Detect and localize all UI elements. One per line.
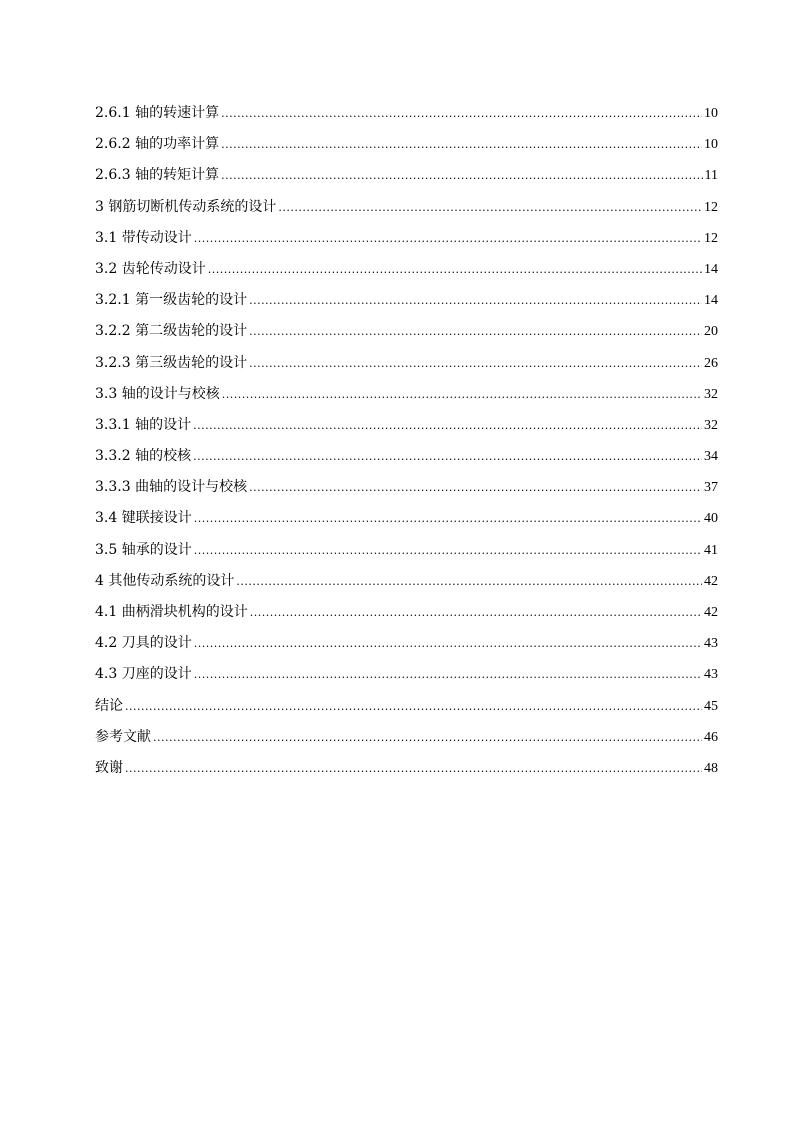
toc-leader-dots — [193, 410, 702, 441]
toc-entry[interactable] — [95, 285, 718, 316]
toc-entry[interactable] — [95, 192, 718, 223]
toc-entry[interactable] — [95, 535, 718, 566]
toc-entry-page: 37 — [704, 480, 718, 496]
toc-leader-dots — [194, 628, 702, 659]
toc-entry-title: 3.5 轴承的设计 — [95, 541, 192, 558]
toc-leader-dots — [236, 566, 702, 597]
toc-entry-page: 12 — [704, 230, 718, 246]
toc-entry[interactable] — [95, 348, 718, 379]
toc-entry[interactable] — [95, 753, 718, 784]
toc-entry[interactable] — [95, 379, 718, 410]
toc-leader-dots — [194, 659, 702, 690]
toc-leader-dots — [125, 691, 702, 722]
toc-leader-dots — [278, 192, 702, 223]
toc-entry-page: 10 — [704, 137, 718, 153]
toc-entry-title: 2.6.2 轴的功率计算 — [95, 136, 220, 153]
toc-leader-dots — [250, 597, 702, 628]
toc-entry[interactable] — [95, 98, 718, 129]
toc-entry[interactable] — [95, 659, 718, 690]
toc-entry-title: 4.2 刀具的设计 — [95, 635, 192, 652]
toc-entry-page: 42 — [704, 573, 718, 589]
toc-entry-page: 20 — [704, 324, 718, 340]
toc-entry[interactable] — [95, 129, 718, 160]
toc-entry[interactable] — [95, 628, 718, 659]
toc-entry[interactable] — [95, 410, 718, 441]
toc-entry[interactable] — [95, 441, 718, 472]
toc-entry-title: 3.2.3 第三级齿轮的设计 — [95, 354, 248, 371]
toc-entry-title: 2.6.1 轴的转速计算 — [95, 105, 220, 121]
table-of-contents — [95, 98, 718, 784]
toc-leader-dots — [194, 223, 702, 254]
toc-entry-page: 26 — [704, 355, 718, 371]
toc-leader-dots — [221, 160, 702, 191]
toc-leader-dots — [194, 503, 702, 534]
toc-entry-title: 3.3.2 轴的校核 — [95, 448, 192, 465]
toc-entry[interactable] — [95, 503, 718, 534]
toc-entry-page: 40 — [704, 511, 718, 527]
toc-entry[interactable] — [95, 472, 718, 503]
toc-entry[interactable] — [95, 722, 718, 753]
toc-leader-dots — [194, 535, 702, 566]
toc-entry-title: 3.3 轴的设计与校核 — [95, 385, 220, 402]
toc-entry-page: 43 — [704, 667, 718, 683]
toc-entry-page: 41 — [704, 542, 718, 558]
toc-entry-page: 34 — [704, 449, 718, 465]
toc-entry[interactable] — [95, 691, 718, 722]
toc-entry-page: 32 — [704, 386, 718, 402]
toc-entry-title: 4 其他传动系统的设计 — [95, 572, 235, 589]
toc-entry-title: 4.3 刀座的设计 — [95, 666, 192, 683]
toc-entry-page: 14 — [704, 261, 718, 277]
toc-entry[interactable] — [95, 316, 718, 347]
toc-leader-dots — [208, 254, 702, 285]
toc-entry-title: 2.6.3 轴的转矩计算 — [95, 167, 220, 184]
toc-entry[interactable] — [95, 160, 718, 191]
toc-entry-page: 12 — [704, 199, 718, 215]
toc-entry[interactable] — [95, 597, 718, 628]
toc-entry-title: 3.2.1 第一级齿轮的设计 — [95, 292, 248, 309]
toc-entry-title: 结论 — [95, 697, 123, 714]
toc-entry-page: 32 — [704, 417, 718, 433]
toc-entry-title: 3.1 带传动设计 — [95, 229, 192, 246]
toc-leader-dots — [222, 379, 702, 410]
toc-entry[interactable] — [95, 254, 718, 285]
toc-entry-page: 45 — [704, 698, 718, 714]
toc-entry-title: 3.2.2 第二级齿轮的设计 — [95, 323, 248, 340]
toc-entry-title: 4.1 曲柄滑块机构的设计 — [95, 604, 248, 620]
toc-entry-page: 42 — [704, 605, 718, 620]
toc-leader-dots — [221, 129, 702, 160]
toc-entry[interactable] — [95, 566, 718, 597]
toc-entry-page: 11 — [704, 168, 718, 184]
toc-entry-page: 14 — [704, 293, 718, 309]
toc-leader-dots — [249, 316, 702, 347]
toc-leader-dots — [249, 472, 702, 503]
toc-entry-title: 3.3.1 轴的设计 — [95, 416, 192, 433]
toc-entry-page: 46 — [704, 729, 718, 745]
toc-entry-title: 3 钢筋切断机传动系统的设计 — [95, 198, 277, 215]
toc-leader-dots — [249, 285, 702, 316]
toc-entry-page: 43 — [704, 636, 718, 652]
toc-entry-page: 10 — [704, 106, 718, 121]
toc-leader-dots — [249, 348, 702, 379]
toc-entry[interactable] — [95, 223, 718, 254]
toc-leader-dots — [153, 722, 702, 753]
toc-leader-dots — [125, 753, 702, 784]
toc-entry-title: 3.3.3 曲轴的设计与校核 — [95, 479, 248, 496]
toc-entry-title: 参考文献 — [95, 728, 151, 745]
toc-entry-title: 3.4 键联接设计 — [95, 510, 192, 527]
toc-leader-dots — [193, 441, 702, 472]
toc-leader-dots — [221, 98, 702, 129]
toc-entry-title: 致谢 — [95, 759, 123, 776]
toc-entry-title: 3.2 齿轮传动设计 — [95, 260, 206, 277]
toc-entry-page: 48 — [704, 760, 718, 776]
